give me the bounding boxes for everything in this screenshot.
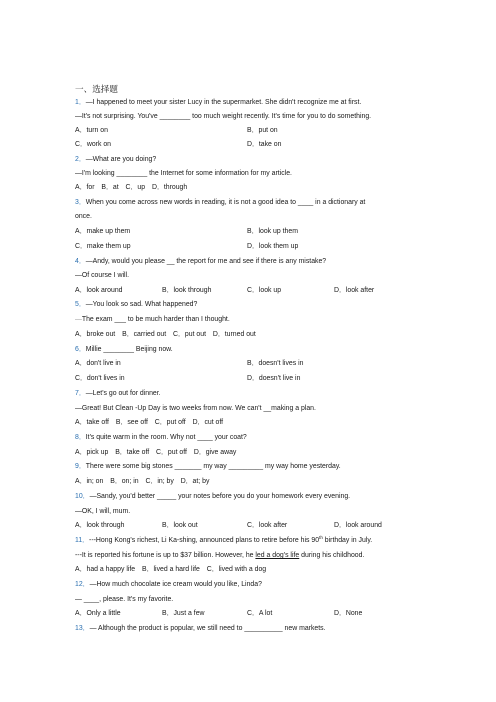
option-c[interactable]: C．look after	[247, 522, 288, 529]
option-c[interactable]: C．work on	[75, 141, 111, 148]
section-title: 一、选择题	[75, 84, 118, 94]
option-c[interactable]: C．make them up	[75, 243, 131, 250]
option-b[interactable]: B．Just a few	[162, 610, 205, 617]
question-number: 13．	[75, 625, 90, 632]
question-2-options[interactable]: A．for B．at C．up D．through	[75, 184, 188, 191]
question-1-line-2: —It's not surprising. You've ________ too much weight recently. It's time for you to do something.	[75, 113, 372, 120]
question-10-options	[75, 521, 475, 530]
option-b[interactable]: B．look out	[162, 522, 198, 529]
question-11-options[interactable]: A．had a happy life B．lived a hard life C．lived with a dog	[75, 566, 267, 573]
question-3-line-2: once.	[75, 213, 92, 220]
option-d[interactable]: D．look after	[334, 287, 375, 294]
question-number: 4．	[75, 258, 86, 265]
option-a[interactable]: A．don't live in	[75, 360, 121, 367]
question-6-line-1: 6．Millie ________ Beijing now.	[75, 346, 173, 353]
option-b[interactable]: B．look through	[162, 287, 212, 294]
option-a[interactable]: A．look around	[75, 287, 123, 294]
question-9-line-1: 9．There were some big stones _______ my way _________ my way home yesterday.	[75, 463, 341, 470]
question-4-line-2: —Of course I will.	[75, 272, 129, 279]
option-d[interactable]: D．None	[334, 610, 363, 617]
question-4-options	[75, 286, 475, 295]
question-number: 3．	[75, 199, 86, 206]
question-1-options-row-1	[75, 126, 475, 135]
option-a[interactable]: A．Only a little	[75, 610, 121, 617]
option-a[interactable]: A．turn on	[75, 127, 108, 134]
question-12-line-1: 12．—How much chocolate ice cream would you like, Linda?	[75, 581, 262, 588]
question-number: 1．	[75, 99, 86, 106]
question-7-line-2: —Great! But Clean -Up Day is two weeks from now. We can't __making a plan.	[75, 405, 316, 412]
question-3-options-row-1	[75, 227, 475, 236]
question-2-line-1: 2．—What are you doing?	[75, 156, 157, 163]
option-b[interactable]: B．put on	[247, 127, 278, 134]
question-11-line-1: 11．---Hong Kong's richest, Li Ka-shing, announced plans to retire before his 90th birthday in July.	[75, 535, 373, 544]
option-b[interactable]: B．doesn't lives in	[247, 360, 304, 367]
question-8-options[interactable]: A．pick up B．take off C．put off D．give away	[75, 449, 237, 456]
question-number: 8．	[75, 434, 86, 441]
question-7-options[interactable]: A．take off B．see off C．put off D．cut off	[75, 419, 224, 426]
question-number: 9．	[75, 463, 86, 470]
question-7-line-1: 7．—Let's go out for dinner.	[75, 390, 161, 397]
question-13-line-1: 13．— Although the product is popular, we still need to __________ new markets.	[75, 625, 326, 632]
question-9-options[interactable]: A．in; on B．on; in C．in; by D．at; by	[75, 478, 210, 485]
question-number: 2．	[75, 156, 86, 163]
question-number: 12．	[75, 581, 90, 588]
option-d[interactable]: D．look them up	[247, 243, 299, 250]
question-3-options-row-2	[75, 242, 475, 251]
question-1-line-1: 1．—I happened to meet your sister Lucy in the supermarket. She didn't recognize me at first.	[75, 99, 362, 106]
question-number: 7．	[75, 390, 86, 397]
question-12-options	[75, 609, 475, 618]
option-a[interactable]: A．look through	[75, 522, 125, 529]
option-a[interactable]: A．make up them	[75, 228, 131, 235]
question-8-line-1: 8．It's quite warm in the room. Why not ____ your coat?	[75, 434, 247, 441]
option-c[interactable]: C．look up	[247, 287, 282, 294]
question-1-options-row-2	[75, 140, 475, 149]
option-d[interactable]: D．doesn't live in	[247, 375, 301, 382]
option-d[interactable]: D．take on	[247, 141, 282, 148]
question-number: 6．	[75, 346, 86, 353]
question-number: 11．	[75, 537, 90, 544]
question-5-line-2: —The exam ___ to be much harder than I thought.	[75, 316, 230, 323]
option-c[interactable]: C．don't lives in	[75, 375, 125, 382]
option-c[interactable]: C．A lot	[247, 610, 273, 617]
question-6-options-row-2	[75, 374, 475, 383]
question-11-line-2: ---It is reported his fortune is up to $37 billion. However, he led a dog's life during his childhood.	[75, 552, 365, 559]
underlined-phrase: led a dog's life	[255, 552, 300, 559]
question-10-line-2: —OK, I will, mum.	[75, 508, 131, 515]
question-5-options[interactable]: A．broke out B．carried out C．put out D．turned out	[75, 331, 256, 338]
question-number: 5．	[75, 301, 86, 308]
question-6-options-row-1	[75, 359, 475, 368]
question-12-line-2: — ____, please. It's my favorite.	[75, 596, 174, 603]
question-5-line-1: 5．—You look so sad. What happened?	[75, 301, 198, 308]
question-4-line-1: 4．—Andy, would you please __ the report for me and see if there is any mistake?	[75, 258, 327, 265]
question-number: 10．	[75, 493, 90, 500]
question-10-line-1: 10．—Sandy, you'd better _____ your notes before you do your homework every evening.	[75, 493, 351, 500]
option-b[interactable]: B．look up them	[247, 228, 298, 235]
question-2-line-2: —I'm looking ________ the Internet for some information for my article.	[75, 170, 292, 177]
question-3-line-1: 3．When you come across new words in reading, it is not a good idea to ____ in a dictionary at	[75, 199, 366, 206]
option-d[interactable]: D．look around	[334, 522, 382, 529]
